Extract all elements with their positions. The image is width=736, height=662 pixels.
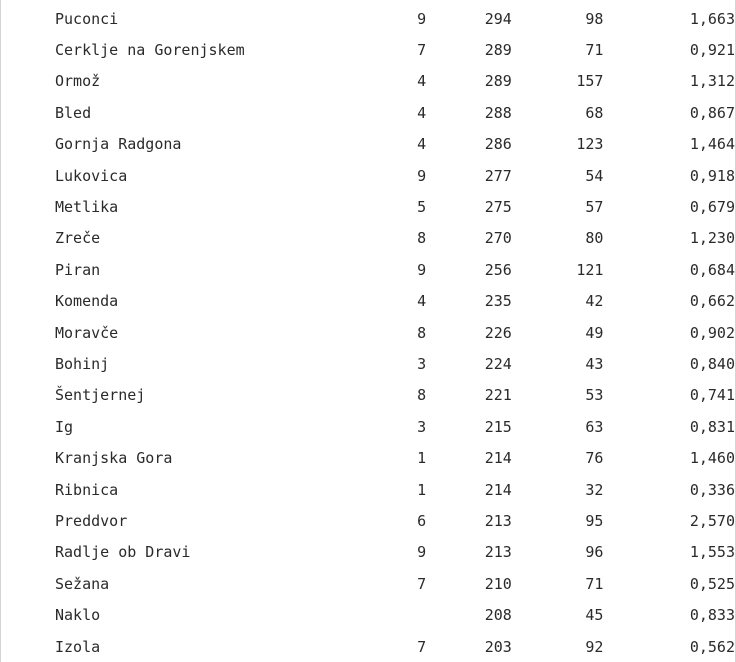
table-row [1,474,735,505]
column-c-cell: 121 [576,260,604,279]
column-a-cell: 5 [417,198,427,217]
table-row [1,129,735,160]
column-c-cell: 63 [585,417,604,436]
column-c-cell: 92 [585,637,604,656]
column-d-cell: 1,312 [689,72,735,91]
column-c-cell: 123 [576,135,604,154]
column-b-cell: 214 [484,480,512,499]
column-a-cell: 9 [417,166,427,185]
table-body [1,3,735,662]
municipality-name-cell: Piran [55,260,101,279]
column-a-cell: 7 [417,574,427,593]
table-row [1,97,735,128]
column-d-cell: 0,336 [689,480,735,499]
table-row [1,191,735,222]
column-a-cell: 7 [417,41,427,60]
column-d-cell: 1,460 [689,449,735,468]
column-c-cell: 157 [576,72,604,91]
column-b-cell: 275 [484,198,512,217]
municipality-name-cell: Bled [55,103,92,122]
column-d-cell: 0,684 [689,260,735,279]
column-c-cell: 45 [585,606,604,625]
municipality-name-cell: Naklo [55,606,101,625]
table-row [1,380,735,411]
table-row [1,160,735,191]
column-b-cell: 286 [484,135,512,154]
table-row [1,223,735,254]
column-c-cell: 68 [585,103,604,122]
column-a-cell: 1 [417,449,427,468]
table-row [1,254,735,285]
municipality-name-cell: Izola [55,637,101,656]
municipality-name-cell: Ig [55,417,74,436]
municipality-name-cell: Šentjernej [55,386,146,405]
column-d-cell: 1,663 [689,9,735,28]
municipality-name-cell: Ribnica [55,480,119,499]
column-a-cell: 3 [417,417,427,436]
table-row [1,348,735,379]
column-b-cell: 213 [484,543,512,562]
table-row [1,34,735,65]
column-b-cell: 210 [484,574,512,593]
column-c-cell: 71 [585,574,604,593]
table-row [1,442,735,473]
column-d-cell: 1,230 [689,229,735,248]
column-a-cell: 6 [417,511,427,530]
column-d-cell: 0,918 [689,166,735,185]
column-b-cell: 294 [484,9,512,28]
column-a-cell: 4 [417,135,427,154]
column-b-cell: 214 [484,449,512,468]
column-c-cell: 57 [585,198,604,217]
municipality-name-cell: Moravče [55,323,119,342]
municipality-name-cell: Gornja Radgona [55,135,182,154]
column-d-cell: 0,902 [689,323,735,342]
municipality-name-cell: Sežana [55,574,110,593]
column-a-cell [354,599,426,630]
column-d-cell: 0,525 [689,574,735,593]
column-d-cell: 0,867 [689,103,735,122]
municipality-name-cell: Kranjska Gora [55,449,173,468]
table-row [1,631,735,662]
table-row [1,537,735,568]
column-c-cell: 54 [585,166,604,185]
column-a-cell: 9 [417,260,427,279]
column-d-cell: 0,921 [689,41,735,60]
table-row [1,505,735,536]
column-b-cell: 224 [484,354,512,373]
column-c-cell: 49 [585,323,604,342]
column-a-cell: 8 [417,386,427,405]
municipality-table [1,3,735,662]
column-c-cell: 71 [585,41,604,60]
municipality-name-cell: Radlje ob Dravi [55,543,191,562]
column-a-cell: 1 [417,480,427,499]
column-c-cell: 95 [585,511,604,530]
column-b-cell: 289 [484,72,512,91]
column-c-cell: 96 [585,543,604,562]
column-a-cell: 9 [417,543,427,562]
column-c-cell: 98 [585,9,604,28]
column-a-cell: 3 [417,354,427,373]
table-row [1,66,735,97]
column-b-cell: 256 [484,260,512,279]
column-d-cell: 2,570 [689,511,735,530]
column-c-cell: 42 [585,292,604,311]
column-b-cell: 289 [484,41,512,60]
municipality-name-cell: Preddvor [55,511,128,530]
table-row [1,599,735,630]
column-d-cell: 0,562 [689,637,735,656]
municipality-name-cell: Cerklje na Gorenjskem [55,41,245,60]
column-c-cell: 43 [585,354,604,373]
municipality-name-cell: Komenda [55,292,119,311]
column-b-cell: 221 [484,386,512,405]
column-a-cell: 4 [417,292,427,311]
column-a-cell: 4 [417,103,427,122]
table-row [1,568,735,599]
column-b-cell: 270 [484,229,512,248]
column-c-cell: 80 [585,229,604,248]
column-a-cell: 8 [417,323,427,342]
column-b-cell: 288 [484,103,512,122]
table-row [1,3,735,34]
column-d-cell: 1,464 [689,135,735,154]
column-a-cell: 7 [417,637,427,656]
column-c-cell: 32 [585,480,604,499]
municipality-name-cell: Metlika [55,198,119,217]
column-d-cell: 1,553 [689,543,735,562]
municipality-name-cell: Lukovica [55,166,128,185]
table-row [1,286,735,317]
municipality-name-cell: Zreče [55,229,101,248]
table-row [1,411,735,442]
column-d-cell: 0,741 [689,386,735,405]
column-a-cell: 9 [417,9,427,28]
column-d-cell: 0,833 [689,606,735,625]
column-d-cell: 0,662 [689,292,735,311]
table-row [1,317,735,348]
column-a-cell: 4 [417,72,427,91]
column-c-cell: 76 [585,449,604,468]
column-d-cell: 0,831 [689,417,735,436]
municipality-name-cell: Ormož [55,72,101,91]
municipality-name-cell: Puconci [55,9,119,28]
municipality-name-cell: Bohinj [55,354,110,373]
column-b-cell: 208 [484,606,512,625]
column-b-cell: 235 [484,292,512,311]
column-a-cell: 8 [417,229,427,248]
column-b-cell: 213 [484,511,512,530]
column-b-cell: 203 [484,637,512,656]
column-b-cell: 215 [484,417,512,436]
column-c-cell: 53 [585,386,604,405]
column-d-cell: 0,840 [689,354,735,373]
column-b-cell: 226 [484,323,512,342]
column-b-cell: 277 [484,166,512,185]
column-d-cell: 0,679 [689,198,735,217]
